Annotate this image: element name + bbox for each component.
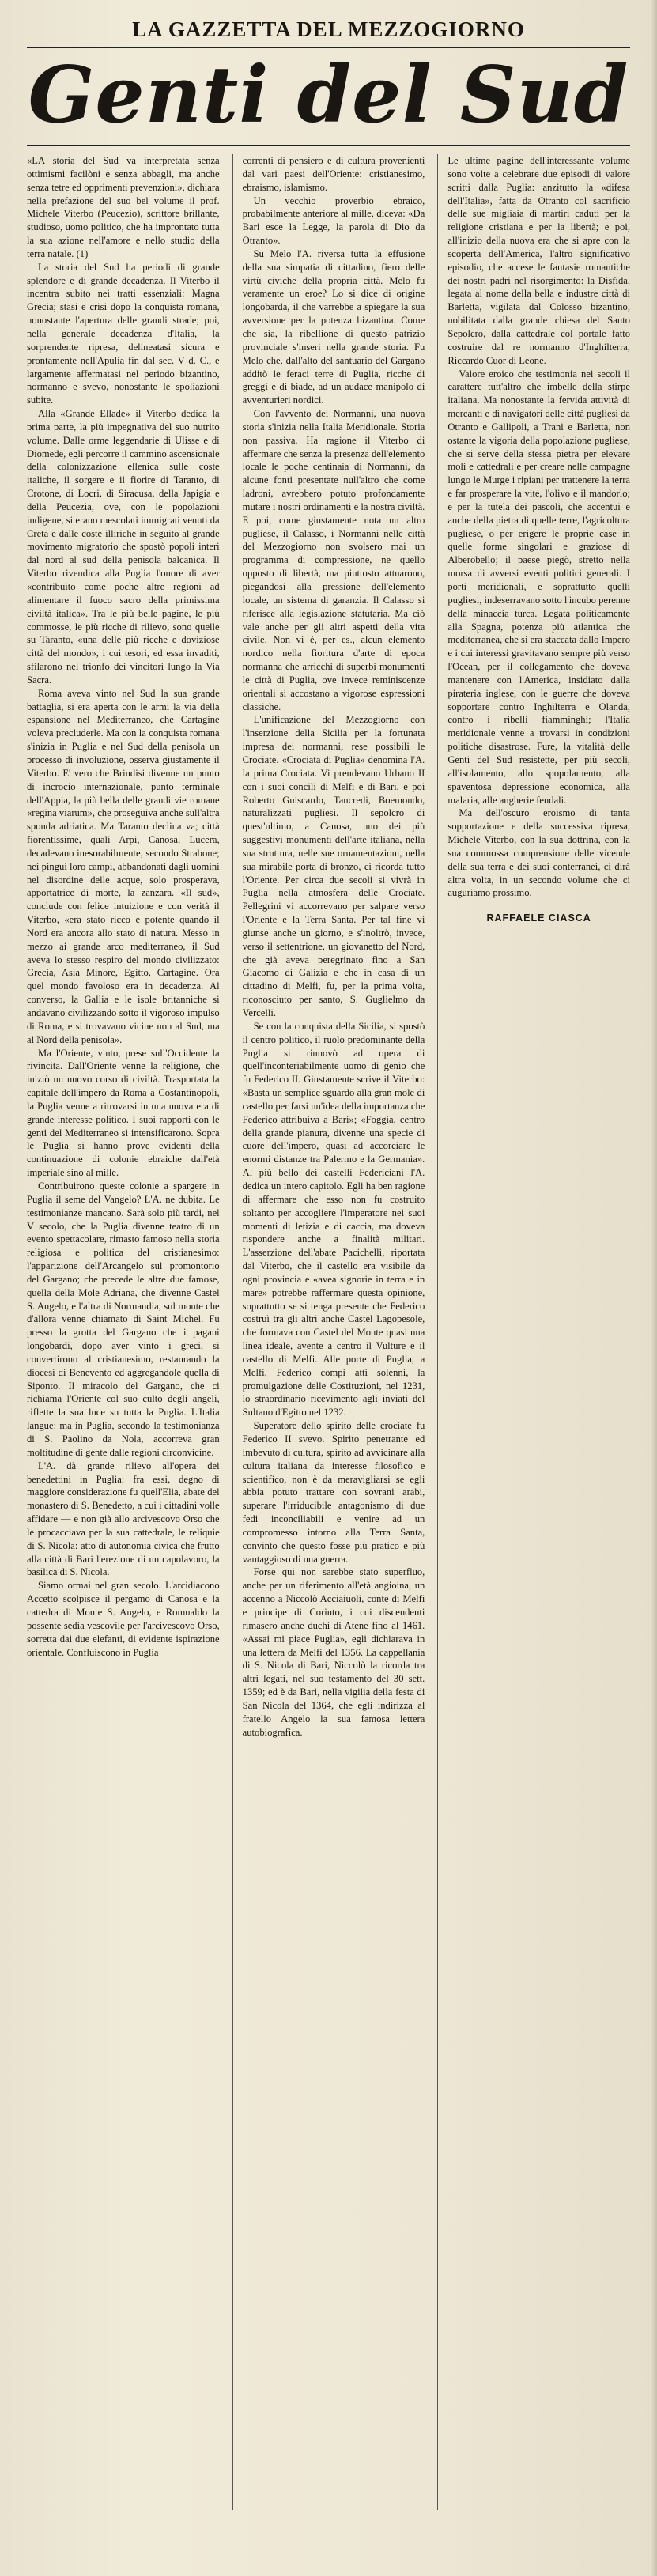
paragraph: Siamo ormai nel gran secolo. L'arcidiacono Accetto scolpisce il pergamo di Canosa e la cattedra di Monte S. Angelo, e Romualdo la possente sedia vescovile per l'arcivescovo Orso, sorretta dai due elefanti, di evidente ispirazione orientale. Confluiscono in Puglia	[27, 1580, 220, 1658]
paragraph: Un vecchio proverbio ebraico, probabilmente anteriore al mille, diceva: «Da Bari esce la Legge, la parola di Dio da Otranto».	[242, 195, 425, 247]
paragraph: Ma l'Oriente, vinto, prese sull'Occidente la rivincita. Dall'Oriente venne la religione, che iniziò un nuovo corso di civiltà. Trasportata la capitale dell'impero da Roma a Costantinopoli, la Puglia venne a ritrovarsi in una nuova era di grande interesse politico. I suoi rapporti con le genti del Mediterraneo si intensificarono. Sopra le Puglia si hanno prove evidenti della continuazione di colonie ebraiche dall'età imperiale sino al mille.	[27, 1047, 220, 1179]
article-column-3	[437, 154, 630, 2510]
paragraph: Alla «Grande Ellade» il Viterbo dedica la prima parte, la più impegnativa del suo nutrito volume. Dalle orme leggendarie di Ulisse e di Diomede, egli percorre il cammino ascensionale della colonizzazione ellenica sulle coste italiche, il sorgere e il fiorire di Taranto, di Crotone, di Locri, di Siracusa, della Japigia e della Peucezia, ove, con le popolazioni indigene, si erano mescolati immigrati venuti da Creta e dalle coste illiriche in seguito al grande movimento migratorio che spostò popoli interi dal nord al sud della penisola balcanica. Il Viterbo rivendica alla Puglia l'onore di aver «contribuito come poche altre regioni ad alimentare il fuoco sacro della primissima civiltà italica». Tra le più belle pagine, le più commosse, le più ricche di rilievo, sono quelle su Taranto, «una delle più ricche e doviziose città del mondo», i cui tesori, ed essa invaditi, sfilarono nel trionfo dei vincitori lungo la Via Sacra.	[27, 408, 220, 686]
paragraph: La storia del Sud ha periodi di grande splendore e di grande decadenza. Il Viterbo il incentra subito nei tratti essenziali: Magna Grecia; stasi e crisi dopo la conquista romana, nonostante l'apertura delle grandi strade; poi, nella generale decadenza d'Italia, la sorprendente ripresa, delineatasi sicura e prontamente nell'Apulia fin dal sec. V d. C., e largamente affermatasi nel periodo bizantino, normanno e svevo, nonostante le spoliazioni subite.	[27, 261, 220, 406]
paragraph: L'A. dà grande rilievo all'opera dei benedettini in Puglia: fra essi, degno di maggiore considerazione fu quell'Elia, abate del monastero di S. Benedetto, a cui i cittadini volle affidare — e non già allo arcivescovo Orso che le procacciava per la sua cattedrale, le reliquie di S. Nicola: atto di autonomia civica che frutto alla città di Bari l'erezione di un capolavoro, la basilica di S. Nicola.	[27, 1460, 220, 1578]
paragraph: Forse qui non sarebbe stato superfluo, anche per un riferimento all'età angioina, un accenno a Niccolò Acciaiuoli, conte di Melfi e principe di Corinto, i cui discendenti rimasero anche duchi di Atene fino al 1461. «Assai mi piace Puglia», egli dichiarava in una lettera da Melfi del 1356. La cappellania di S. Nicola di Bari, Niccolò la ricorda tra altri legati, nel suo testamento del 30 sett. 1359; ed è da Bari, nella vigilia della festa di San Nicola del 1364, che egli indirizza al fratello Angelo la sua famosa lettera autobiografica.	[242, 1566, 425, 1738]
article-body	[27, 154, 630, 2510]
paragraph: Ma dell'oscuro eroismo di tanta sopportazione e della successiva ripresa, Michele Viterbo, con la sua dottrina, con la sua commossa comprensione delle vicende della sua terra e dei suoi conterranei, ci dirà altra volta, in un secondo volume che ci auguriamo prossimo.	[447, 807, 630, 899]
article-column-2	[232, 154, 425, 2510]
newspaper-masthead: LA GAZZETTA DEL MEZZOGIORNO	[27, 17, 630, 48]
paragraph: Le ultime pagine dell'interessante volume sono volte a celebrare due episodi di valore scritti dalla Puglia: anzitutto la «difesa dell'Italia», fatta da Otranto col sacrificio delle sue migliaia di martiri caduti per la religione cristiana e per la libertà; e poi, all'inizio della nuova era che si apre con la scoperta dell'America, l'altro significativo episodio, che accese le fantasie romantiche dei nostri padri nel risorgimento: la Disfida, legata al nome della bella e industre città di Barletta, vigilata dal Colosso bizantino, nobilitata dalla grande chiesa del Santo Sepolcro, dalla cattedrale col portale fatto costruire dal re normanno d'Inghilterra, Riccardo Cuor di Leone.	[447, 155, 630, 366]
paragraph: L'unificazione del Mezzogiorno con l'inserzione della Sicilia per la fortunata impresa dei normanni, rese possibili le Crociate. «Crociata di Puglia» denomina l'A. la prima Crociata. Vi prendevano Urbano II con i suoi concili di Melfi e di Bari, e poi Roberto Guiscardo, Tancredi, Boemondo, naturalizzati pugliesi. Il sepolcro di quest'ultimo, a Canosa, uno dei più suggestivi monumenti dell'arte italiana, nella sua struttura, nelle sue ornamentazioni, nella sua mirabile porta di bronzo, ci ricorda tutto l'Oriente. Per circa due secoli si vivrà in Puglia nella atmosfera delle Crociate. Pellegrini vi accorrevano per salpare verso l'Oriente e la Terra Santa. Per tal fine vi giunse anche un giorno, e s'inoltrò, invece, verso il settentrione, un giovanetto del Nord, che già aveva peregrinato fino a San Giacomo di Galizia e che in casa di un cittadino di Melfi, fu, per la prima volta, riconosciuto per santo, S. Guglielmo da Vercelli.	[242, 714, 425, 1018]
paragraph: Su Melo l'A. riversa tutta la effusione della sua simpatia di cittadino, fiero delle virtù civiche della propria città. Melo fu veramente un eroe? Lo si dice di origine longobarda, il che varrebbe a spiegare la sua avversione per la potenza bizantina. Come che sia, la ribellione di questo patrizio provinciale s'inseri nella grande storia. Fu Melo che, dall'alto del santuario del Gargano additò le feraci terre di Puglia, ricche di greggi e di biade, ad un audace manipolo di avventurieri nordici.	[242, 247, 425, 406]
scan-shadow	[651, 0, 657, 2576]
article-column-1	[27, 154, 220, 2510]
paragraph: correnti di pensiero e di cultura provenienti dal vari paesi dell'Oriente: cristianesimo, ebraismo, islamismo.	[242, 155, 425, 193]
paragraph: Contribuirono queste colonie a spargere in Puglia il seme del Vangelo? L'A. ne dubita. Le testimonianze mancano. Sarà solo più tardi, nel V secolo, che la Puglia divenne teatro di un evento spettacolare, rimasto famoso nella storia religiosa e politica del cristianesimo: l'apparizione dell'Arcangelo sul promontorio del Gargano; che precede le altre due famose, quella della Mole Adriana, che divenne Castel S. Angelo, e l'altra di Normandia, sul monte che d'allora venne chiamato di Saint Michel. Fu presso la grotta del Gargano che i pagani longobardi, dopo aver vinto i greci, si convertirono al cristianesimo, restaurando la diocesi di Benevento ed aggregandole quella di Siponto. Il miracolo del Gargano, che ci richiama l'Oriente col suo culto degli angeli, riflette la sua luce su tutta la Puglia. L'Italia langue: ma in Puglia, secondo la testimonianza di S. Paolino da Nola, accorreva gran moltitudine di gente dalle regioni circonvicine.	[27, 1180, 220, 1458]
paragraph: Superatore dello spirito delle crociate fu Federico II svevo. Spirito penetrante ed imbevuto di cultura, spirito ad avvicinare alla cultura italiana da interesse filosofico e scientifico, non è da meravigliarsi se egli abbia potuto trattare con sovrani arabi, superare l'irriducibile antagonismo di due fedi inconciliabili e venire ad un compromesso intorno alla Terra Santa, convinto che questo fosse più pratico e più vantaggioso di una guerra.	[242, 1420, 425, 1565]
paragraph: Con l'avvento dei Normanni, una nuova storia s'inizia nella Italia Meridionale. Storia non passiva. Ha ragione il Viterbo di affermare che senza la presenza dell'elemento locale le poche centinaia di Normanni, da alcune fonti presentate null'altro che come ladroni, avrebbero potuto profondamente mutare i nostri ordinamenti e la nostra civiltà. E poi, come giustamente nota un altro pugliese, il Calasso, i Normanni nelle città del Mezzogiorno non svolsero mai un programma di compressione, ne quello opposto di libertà, ma piuttosto attuarono, piegandosi alla pressione dell'elemento locale, un sistema di garanzia. Il Calasso si riferisce alla legislazione statutaria. Ma ciò vale anche per gli altri aspetti della vita civile. Non vi è, per es., alcun elemento nordico nella fioritura d'arte di epoca normanna che arricchì di superbi monumenti le città di Puglia, ove invece reminiscenze orientali si accostano a vigorose espressioni classiche.	[242, 408, 425, 712]
author-signature: RAFFAELE CIASCA	[447, 908, 630, 925]
article-headline: Genti del Sud	[27, 53, 630, 146]
paragraph: Roma aveva vinto nel Sud la sua grande battaglia, si era aperta con le armi la via della espansione nel Mediterraneo, che Cartagine voleva precluderle. Ma con la conquista romana s'inizia in Puglia e nel Sud della penisola un processo di involuzione, osserva giustamente il Viterbo. E' vero che Brindisi divenne un punto di incrocio internazionale, punto terminale dell'Appia, la più bella delle grandi vie romane «regina viarum», che proseguiva anche sull'altra sponda adriatica. Ma Taranto declina va; città fiorentissime, quali Arpi, Canosa, Lucera, decadevano inesorabilmente, secondo Strabone; nei pingui loro campi, abbandonati dagli uomini nel disordine delle acque, solo prosperava, apportatrice di morte, la zanzara. «Il sud», conclude con felice intuizione e con verità il Viterbo, «era stato ricco e potente quando il Nord era ancora allo stato di natura. Messo in mezzo ai grande arco mediterraneo, il Sud aveva lo stesso respiro del mondo civilizzato: Grecia, Asia Minore, Egitto, Cartagine. Ora quel mondo favoloso era in decadenza. Al converso, la Gallia e le isole britanniche si andavano civilizzando sotto il vigoroso impulso di Roma, e si trovavano vicine non al Sud, ma al Nord della penisola».	[27, 687, 220, 1045]
paragraph: «LA storia del Sud va interpretata senza ottimismi facilòni e senza abbagli, ma anche senza tetre ed opprimenti prevenzioni», dichiara nella prefazione del suo bel volume il prof. Michele Viterbo (Peucezio), scrittore brillante, studioso, uomo politico, che ha improntato tutta la sua azione nell'amore e nello studio della terra natale. (1)	[27, 155, 220, 259]
paragraph: Valore eroico che testimonia nei secoli il carattere tutt'altro che imbelle della stirpe italiana. Ma nonostante la fervida attività di mercanti e di navigatori delle città pugliesi da Otranto e Gallipoli, a Trani e Barletta, non ostante la vigoria della popolazione pugliese, che si serve della stessa pietra per elevare moli e cattedrali e per creare nelle campagne lungo le Murge i ripiani per trattenere la terra e far prosperare la vite, l'olivo e il mandorlo; e per la tutela dei pascoli, che accentui e anche della pietra di quelle terre, l'agricoltura pugliese, o per erigere le proprie case in quelle forme singolari e graziose di Alberobello; il paese piegò, stretto nella morsa di avversi eventi politici generali. I porti meridionali, e soprattutto quelli pugliesi, indeserravano sotto l'incubo perenne della minaccia turca. Legata politicamente alla Spagna, potenza più atlantica che mediterranea, che si era staccata dallo Impero e i cui interessi gravitavano sempre più verso l'Ocean, per il collegamento che doveva mantenere con l'America, insidiato dalla pirateria inglese, con le guerre che doveva sopportare contro Inghilterra e Olanda, contro i ribelli fiamminghi; l'Italia meridionale venne a trovarsi in condizioni politiche disastrose. Fure, la vitalità delle Genti del Sud resistette, per più secoli, all'isolamento, allo spopolamento, alla spaventosa depressione economica, alla malaria, alle angherie feudali.	[447, 368, 630, 806]
paragraph: Se con la conquista della Sicilia, si spostò il centro politico, il ruolo predominante della Puglia si rinnovò ad opera di quell'inconteriabilmente uomo di genio che fu Federico II. Giustamente scrive il Viterbo: «Basta un semplice sguardo alla gran mole di castello per farsi un'idea della importanza che Federico attribuiva a Bari»; «Foggia, centro della grande pianura, divenne una specie di cuore dell'impero, quasi ad accorciare le enormi distanze tra Palermo e la Germania». Al più bello dei castelli Federiciani l'A. dedica un intero capitolo. Egli ha ben ragione di affermare che esso non fu costruito soltanto per accogliere l'imperatore nei suoi momenti di letizia e di caccia, ma doveva rispondere anche a finalità militari. L'asserzione dell'abate Pacichelli, riportata dal Viterbo, che il castello era visibile da ogni provincia e «avea signorie in terra e in mare» potrebbe raffermare questa opinione, soprattutto se si tenga presente che Federico costruì tra gli altri anche Castel Lagopesole, che formava con Castel del Monte quasi una linea ideale, avente a centro il Vulture e il castello di Melfi. Alle porte di Puglia, a Melfi, Federico compì atti solenni, la promulgazione delle Costituzioni, nel 1231, lo straordinario ricevimento agli inviati del Sultano d'Egitto nel 1232.	[242, 1020, 425, 1418]
